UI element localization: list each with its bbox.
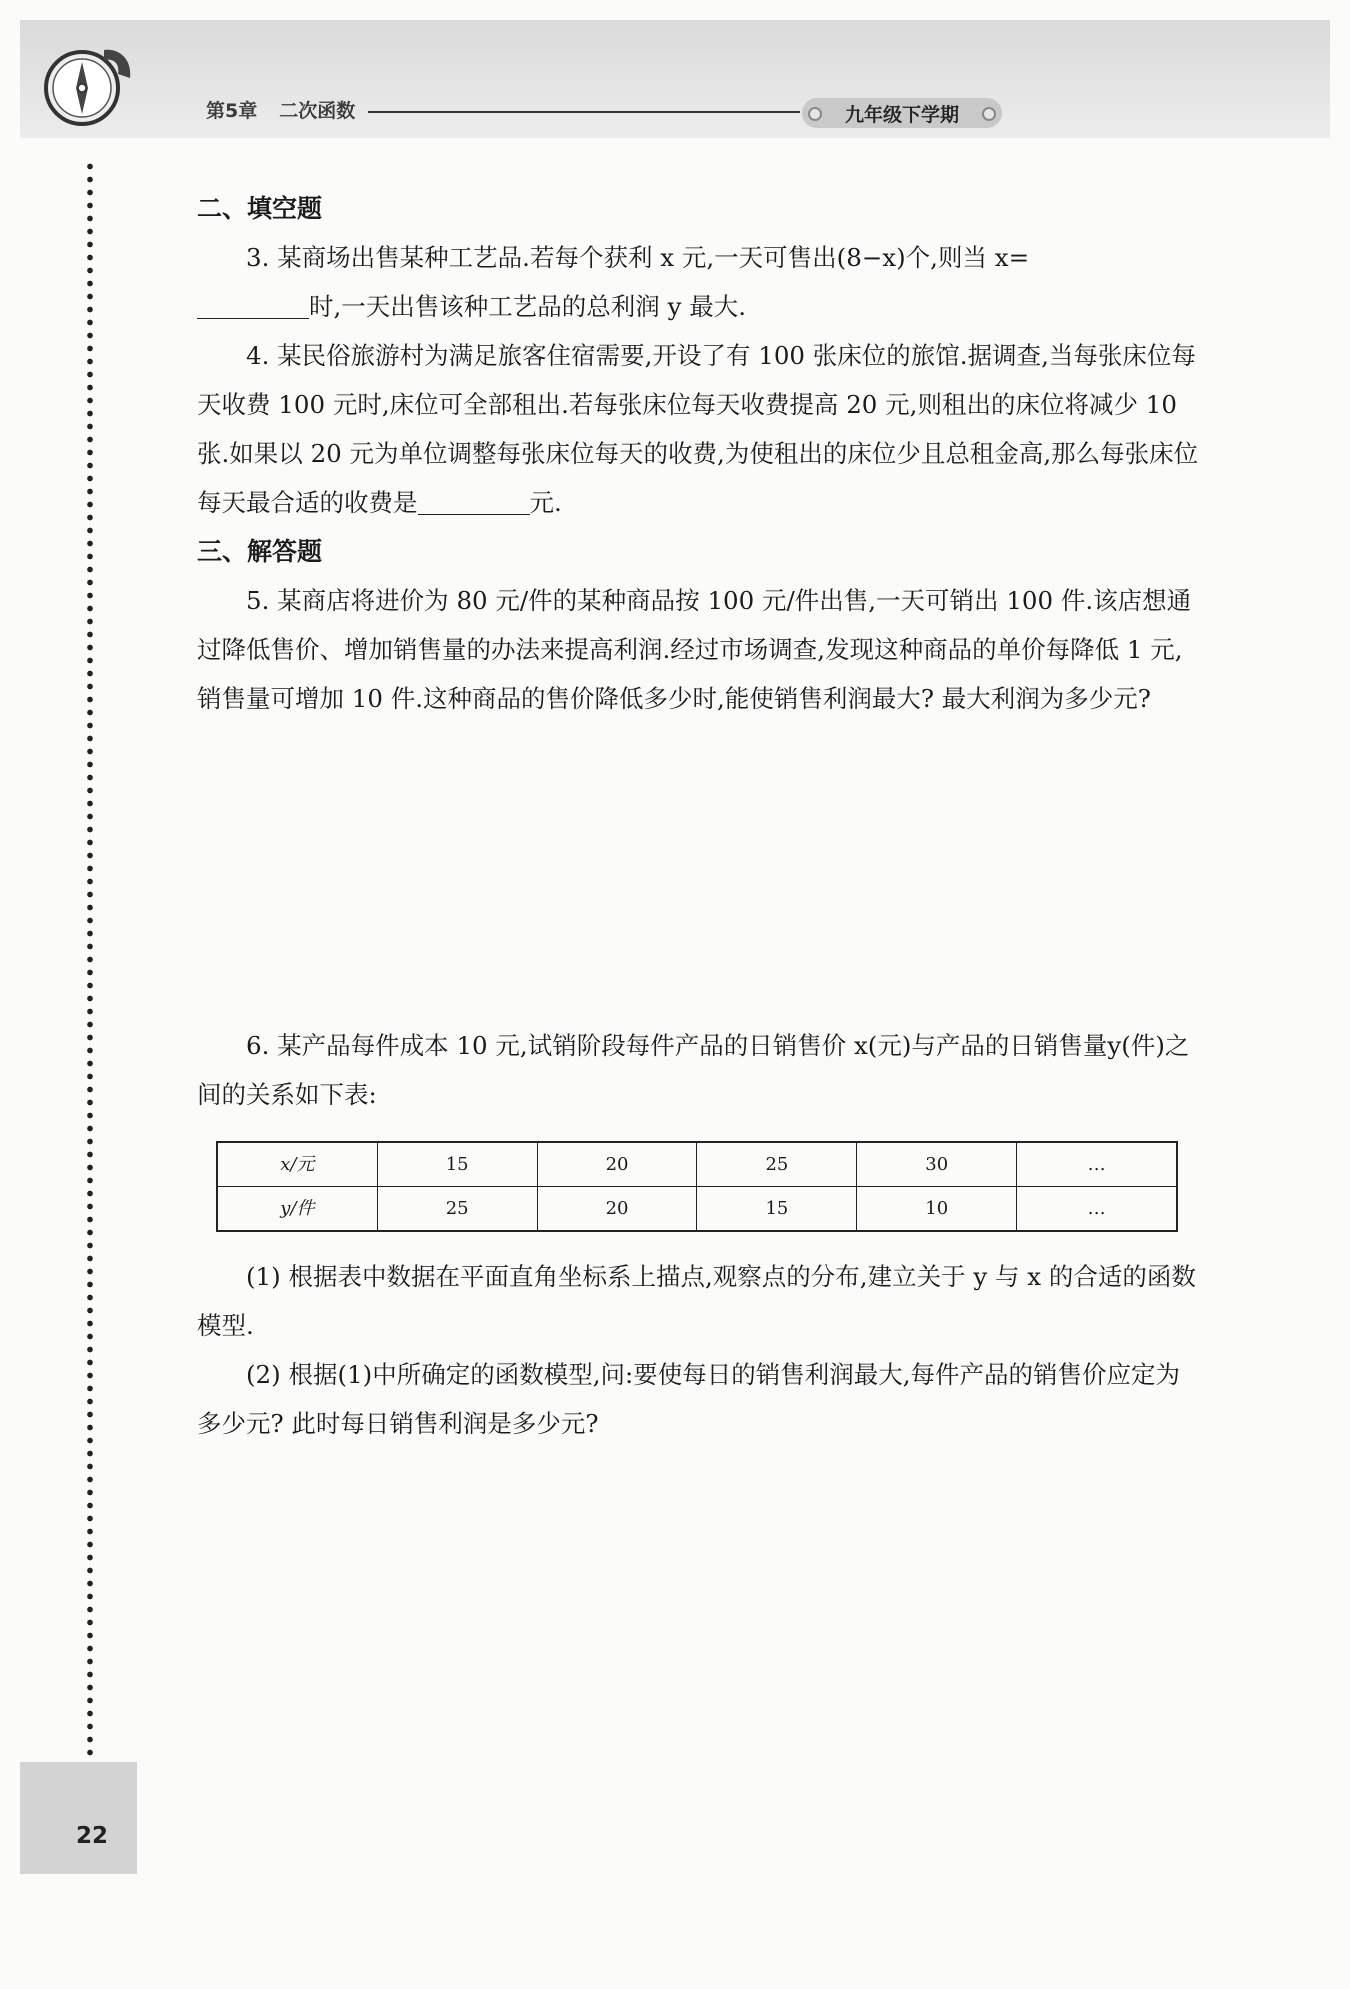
question-4 xyxy=(197,331,1203,527)
table-cell: … xyxy=(1017,1187,1177,1232)
question-5: 5. 某商店将进价为 80 元/件的某种商品按 100 元/件出售,一天可销出 100 件.该店想通过降低售价、增加销售量的办法来提高利润.经过市场调查,发现这种商品的单价每降低 1 元,销售量可增加 10 件.这种商品的售价降低多少时,能使销售利润最大? 最大利润为多少元? xyxy=(197,586,1192,713)
solve-heading: 三、解答题 xyxy=(197,537,323,566)
table-cell: 25 xyxy=(697,1142,857,1187)
table-cell: … xyxy=(1017,1142,1177,1187)
table-cell: 15 xyxy=(697,1187,857,1232)
chapter-title: 二次函数 xyxy=(279,100,356,122)
page-number: 22 xyxy=(76,1823,109,1849)
table-cell: 25 xyxy=(377,1187,537,1232)
question-3-line-1: 3. 某商场出售某种工艺品.若每个获利 x 元,一天可售出(8−x)个,则当 x= xyxy=(246,243,1030,272)
page-content xyxy=(197,184,1203,1448)
table-cell: x/元 xyxy=(217,1142,377,1187)
question-6-part-1: (1) 根据表中数据在平面直角坐标系上描点,观察点的分布,建立关于 y 与 x 的合适的函数模型. xyxy=(197,1262,1196,1340)
table-row xyxy=(217,1142,1177,1187)
question-3-line-2 xyxy=(197,282,1203,331)
question-3-line-2-text: 时,一天出售该种工艺品的总利润 y 最大. xyxy=(309,292,746,321)
question-6-part-2: (2) 根据(1)中所确定的函数模型,问:要使每日的销售利润最大,每件产品的销售价应定为多少元? 此时每日销售利润是多少元? xyxy=(197,1360,1181,1438)
chapter-label xyxy=(206,96,355,123)
table-cell: 20 xyxy=(537,1187,697,1232)
answer-blank[interactable] xyxy=(418,490,530,516)
answer-blank[interactable] xyxy=(197,294,309,320)
table-cell: 10 xyxy=(857,1187,1017,1232)
table-row xyxy=(217,1187,1177,1232)
header-rule xyxy=(368,111,800,113)
chapter-number: 第5章 xyxy=(206,100,258,122)
table-cell: 15 xyxy=(377,1142,537,1187)
question-4-text: 4. 某民俗旅游村为满足旅客住宿需要,开设了有 100 张床位的旅馆.据调查,当每张床位每天收费 100 元时,床位可全部租出.若每张床位每天收费提高 20 元,则租出的床位将减少 10 张.如果以 20 元为单位调整每张床位每天的收费,为使租出的床位少且总租金高,那么每张床位每天最合适的收费是 xyxy=(197,341,1199,517)
binding-dots xyxy=(86,160,94,1772)
grade-badge xyxy=(802,98,1002,128)
table-cell: 20 xyxy=(537,1142,697,1187)
question-6: 6. 某产品每件成本 10 元,试销阶段每件产品的日销售价 x(元)与产品的日销售量y(件)之间的关系如下表: xyxy=(197,1031,1190,1109)
table-cell: 30 xyxy=(857,1142,1017,1187)
fill-in-heading: 二、填空题 xyxy=(197,194,323,223)
question-4-end: 元. xyxy=(529,488,562,517)
grade-label: 九年级下学期 xyxy=(844,103,959,126)
price-sales-table xyxy=(216,1141,1178,1232)
compass-clock-icon xyxy=(42,36,136,130)
table-cell: y/件 xyxy=(217,1187,377,1232)
page-number-tab xyxy=(20,1762,137,1874)
answer-space[interactable] xyxy=(197,723,1203,1021)
